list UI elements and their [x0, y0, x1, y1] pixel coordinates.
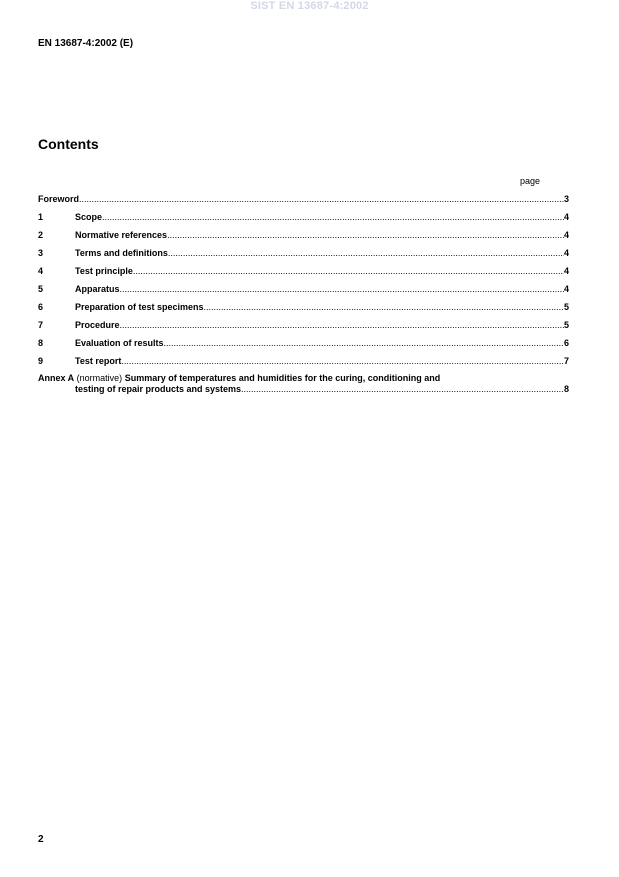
toc-entry-page: 4 [563, 284, 569, 294]
toc-entry-foreword[interactable] [38, 194, 569, 205]
toc-entry-procedure[interactable] [38, 320, 569, 331]
toc-entry-normative-references[interactable] [38, 230, 569, 241]
toc-entry-evaluation-of-results[interactable] [38, 338, 569, 349]
toc-entry-page: 4 [563, 212, 569, 222]
toc-entry-number: 9 [38, 356, 44, 366]
toc-leader-dots [102, 212, 564, 223]
toc-entry-page: 5 [563, 320, 569, 330]
toc-entry-page: 3 [563, 194, 569, 204]
toc-entry-test-report[interactable] [38, 356, 569, 367]
toc-entry-apparatus[interactable] [38, 284, 569, 295]
toc-entry-scope[interactable] [38, 212, 569, 223]
toc-entry-number: 4 [38, 266, 44, 276]
toc-entry-test-principle[interactable] [38, 266, 569, 277]
annex-title-line2: testing of repair products and systems [75, 384, 242, 394]
watermark: SIST EN 13687-4:2002 [250, 0, 369, 12]
toc-leader-dots [133, 266, 564, 277]
toc-leader-dots [204, 302, 564, 313]
toc-leader-dots [120, 320, 564, 331]
toc-entry-page: 7 [563, 356, 569, 366]
toc-entry-page: 6 [563, 338, 569, 348]
toc-entry-number: 3 [38, 248, 44, 258]
toc-entry-page: 4 [563, 248, 569, 258]
toc-entry-number: 2 [38, 230, 44, 240]
annex-kind: (normative) [74, 373, 125, 383]
toc-entry-page: 4 [563, 266, 569, 276]
toc-entry-title: Preparation of test specimens [75, 302, 204, 312]
toc-entry-page: 5 [563, 302, 569, 312]
toc-entry-number: 5 [38, 284, 44, 294]
toc-entry-page: 4 [563, 230, 569, 240]
toc-entry-title: Evaluation of results [75, 338, 164, 348]
toc-entry-page: 8 [563, 384, 569, 394]
toc-entry-terms-and-definitions[interactable] [38, 248, 569, 259]
table-of-contents [38, 194, 569, 395]
toc-entry-number: 8 [38, 338, 44, 348]
toc-entry-title: Scope [75, 212, 103, 222]
toc-leader-dots [121, 356, 564, 367]
toc-entry-title: Terms and definitions [75, 248, 168, 258]
toc-entry-number: 1 [38, 212, 44, 222]
toc-leader-dots [167, 230, 564, 241]
toc-entry-title: Test report [75, 356, 122, 366]
toc-entry-preparation-of-test-specimens[interactable] [38, 302, 569, 313]
toc-entry-title: Normative references [75, 230, 168, 240]
toc-entry-title: Procedure [75, 320, 120, 330]
toc-entry-title: Foreword [38, 194, 80, 204]
annex-title-line1: Summary of temperatures and humidities for the curing, conditioning and [124, 373, 441, 383]
toc-leader-dots [241, 384, 564, 395]
page-column-label: page [520, 176, 541, 186]
toc-entry-number: 7 [38, 320, 44, 330]
page-number: 2 [38, 834, 44, 845]
toc-leader-dots [168, 248, 564, 259]
toc-leader-dots [120, 284, 564, 295]
toc-entry-title: Apparatus [75, 284, 120, 294]
contents-heading: Contents [38, 136, 99, 152]
toc-entry-number: 6 [38, 302, 44, 312]
toc-entry-title: Test principle [75, 266, 133, 276]
toc-leader-dots [164, 338, 564, 349]
document-id-header: EN 13687-4:2002 (E) [38, 38, 134, 49]
toc-leader-dots [79, 194, 564, 205]
toc-entry-annex-a[interactable] [38, 373, 569, 395]
annex-label: Annex A [38, 373, 75, 383]
